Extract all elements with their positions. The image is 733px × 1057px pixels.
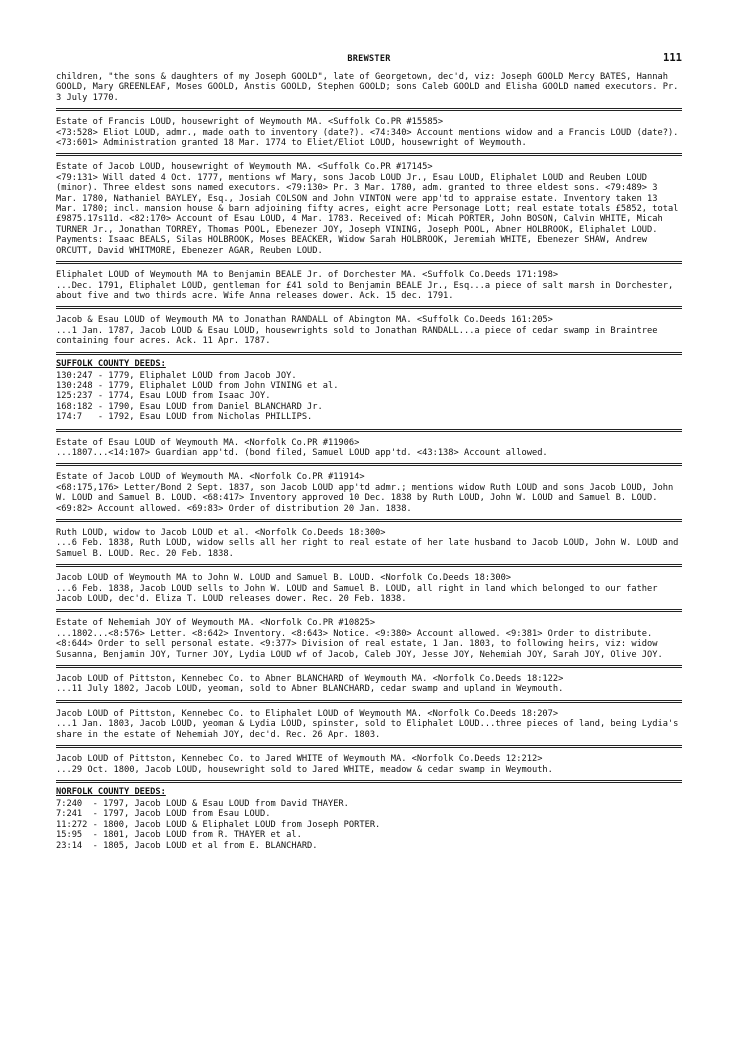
record-entry: Estate of Nehemiah JOY of Weymouth MA. <Norfolk Co.PR #10825> ...1802...<8:576> Letter. <8:642> Inventory. <8:643> Notice. <9:380> Account allowed. <9:381> Order to distribute. <8:644> Order to sell personal estate. <9:377> Division of real estate, 1 Jan. 1803, to following heirs, viz: widow Susanna, Benjamin JOY, Turner JOY, Lydia LOUD wf of Jacob, Caleb JOY, Jesse JOY, Nehemiah JOY, Sarah JOY, Olive JOY. bbox=[56, 618, 663, 660]
record-entry: Ruth LOUD, widow to Jacob LOUD et al. <Norfolk Co.Deeds 18:300> ...6 Feb. 1838, Ruth LOUD, widow sells all her right to real estate of her late husband to Jacob LOUD, John W. LOUD and Samuel B. LOUD. Rec. 20 Feb. 1838. bbox=[56, 528, 679, 559]
record-entry: Jacob LOUD of Weymouth MA to John W. LOUD and Samuel B. LOUD. <Norfolk Co.Deeds 18:300> ...6 Feb. 1838, Jacob LOUD sells to John W. LOUD and Samuel B. LOUD, all right in land which belonged to our father Jacob LOUD, dec'd. Eliza T. LOUD releases dower. Rec. 20 Feb. 1838. bbox=[56, 573, 658, 605]
record-entry: Jacob & Esau LOUD of Weymouth MA to Jonathan RANDALL of Abington MA. <Suffolk Co.Deeds 161:205> ...1 Jan. 1787, Jacob LOUD & Esau LOUD, housewrights sold to Jonathan RANDALL...a piece of cedar swamp in Braintree containing four acres. Ack. 11 Apr. 1787. bbox=[56, 315, 658, 347]
divider bbox=[56, 780, 682, 783]
record-entry: Estate of Esau LOUD of Weymouth MA. <Norfolk Co.PR #11906> ...1807...<14:107> Guardian app'td. (bond filed, Samuel LOUD app'td. <43:138> Account allowed. bbox=[56, 437, 548, 458]
suffolk-deeds-list bbox=[56, 371, 682, 423]
record-entry: Estate of Francis LOUD, housewright of Weymouth MA. <Suffolk Co.PR #15585> <73:528> Eliot LOUD, admr., made oath to inventory (date?). <74:340> Account mentions widow and a Francis LOUD (date?). <73:601> Administration granted 18 Mar. 1774 to Eliet/Eliot LOUD, housewright of Weymouth. bbox=[56, 117, 679, 149]
record-entry: Jacob LOUD of Pittston, Kennebec Co. to Eliphalet LOUD of Weymouth MA. <Norfolk Co.Deeds 18:207> ...1 Jan. 1803, Jacob LOUD, yeoman & Lydia LOUD, spinster, sold to Eliphalet LOUD...three pieces of land, being Lydia's share in the estate of Nehemiah JOY, dec'd. Rec. 26 Apr. 1803. bbox=[56, 708, 679, 740]
deed-list-item: 130:248 - 1779, Eliphalet LOUD from John VINING et al. bbox=[56, 380, 339, 391]
deed-list-item: 15:95 - 1801, Jacob LOUD from R. THAYER et al. bbox=[56, 830, 302, 841]
divider bbox=[56, 352, 682, 355]
running-head: BREWSTER bbox=[347, 54, 391, 64]
deed-list-item: 125:237 - 1774, Esau LOUD from Isaac JOY. bbox=[56, 391, 271, 402]
intro-paragraph: children, "the sons & daughters of my Joseph GOOLD", late of Georgetown, dec'd, viz: Joseph GOOLD Mercy BATES, Hannah GOOLD, Mary GREENLEAF, Moses GOOLD, Anstis GOOLD, Stephen GOOLD; sons Caleb GOOLD and Elisha GOOLD named executors. Pr. 3 July 1770. bbox=[56, 72, 684, 103]
record-entry: Jacob LOUD of Pittston, Kennebec Co. to Jared WHITE of Weymouth MA. <Norfolk Co.Deeds 12:212> ...29 Oct. 1800, Jacob LOUD, housewright sold to Jared WHITE, meadow & cedar swamp in Weymouth. bbox=[56, 754, 553, 775]
page-header bbox=[56, 40, 682, 66]
norfolk-deeds-heading: NORFOLK COUNTY DEEDS: bbox=[56, 786, 166, 797]
deed-list-item: 130:247 - 1779, Eliphalet LOUD from Jacob JOY. bbox=[56, 370, 297, 381]
record-entry: Eliphalet LOUD of Weymouth MA to Benjamin BEALE Jr. of Dorchester MA. <Suffolk Co.Deeds 171:198> ...Dec. 1791, Eliphalet LOUD, gentleman for £41 sold to Benjamin BEALE Jr., Esq...a piece of salt marsh in Dorchester, about five and two thirds acre. Wife Anna releases dower. Ack. 15 dec. 1791. bbox=[56, 270, 674, 301]
deed-list-item: 168:182 - 1790, Esau LOUD from Daniel BLANCHARD Jr. bbox=[56, 401, 323, 412]
deed-list-item: 174:7 - 1792, Esau LOUD from Nicholas PHILLIPS. bbox=[56, 412, 313, 423]
suffolk-deeds-heading: SUFFOLK COUNTY DEEDS: bbox=[56, 358, 166, 369]
deed-list-item: 7:241 - 1797, Jacob LOUD from Esau LOUD. bbox=[56, 809, 271, 820]
record-entry: Estate of Jacob LOUD, housewright of Weymouth MA. <Suffolk Co.PR #17145> <79:131> Will dated 4 Oct. 1777, mentions wf Mary, sons Jacob LOUD Jr., Esau LOUD, Eliphalet LOUD and Reuben LOUD (minor). Three eldest sons named executors. <79:130> Pr. 3 Mar. 1780, adm. granted to three eldest sons. <79:489> 3 Mar. 1780, Nathaniel BAYLEY, Esq., Josiah COLSON and John VINTON were app'td to appraise estate. Inventory taken 13 Mar. 1780; incl. mansion house & barn adjoining fifty acres, eight acre Personage Lott; real estate totals £5852, total £9875.17s11d. <82:170> Account of Esau LOUD, 4 Mar. 1783. Received of: Micah PORTER, John BOSON, Calvin WHITE, Micah TURNER Jr., Jonathan TORREY, Thomas POOL, Ebenezer JOY, Joseph VINING, Joseph POOL, Abner HOLBROOK, Eliphalet LOUD. Payments: Isaac BEALS, Silas HOLBROOK, Moses BEACKER, Widow Sarah HOLBROOK, Jeremiah WHITE, Ebenezer SHAW, Andrew ORCUTT, David WHITMORE, Ebenezer AGAR, Reuben LOUD. bbox=[56, 162, 679, 256]
deed-list-item: 11:272 - 1800, Jacob LOUD & Eliphalet LOUD from Joseph PORTER. bbox=[56, 819, 381, 830]
deed-list-item: 7:240 - 1797, Jacob LOUD & Esau LOUD from David THAYER. bbox=[56, 798, 349, 809]
record-entry: Jacob LOUD of Pittston, Kennebec Co. to Abner BLANCHARD of Weymouth MA. <Norfolk Co.Deeds 18:122> ...11 July 1802, Jacob LOUD, yeoman, sold to Abner BLANCHARD, cedar swamp and upland in Weymouth. bbox=[56, 674, 564, 695]
record-entry: Estate of Jacob LOUD of Weymouth MA. <Norfolk Co.PR #11914> <68:175,176> Letter/Bond 2 Sept. 1837, son Jacob LOUD app'td admr.; mentions widow Ruth LOUD and sons Jacob LOUD, John W. LOUD and Samuel B. LOUD. <68:417> Inventory approved 10 Dec. 1838 by Ruth LOUD, John W. LOUD and Samuel B. LOUD. <69:82> Account allowed. <69:83> Order of distribution 20 Jan. 1838. bbox=[56, 472, 674, 514]
document-page bbox=[56, 40, 682, 857]
page-number: 111 bbox=[663, 52, 682, 64]
deed-list-item: 23:14 - 1805, Jacob LOUD et al from E. BLANCHARD. bbox=[56, 840, 318, 851]
norfolk-deeds-list bbox=[56, 799, 682, 851]
